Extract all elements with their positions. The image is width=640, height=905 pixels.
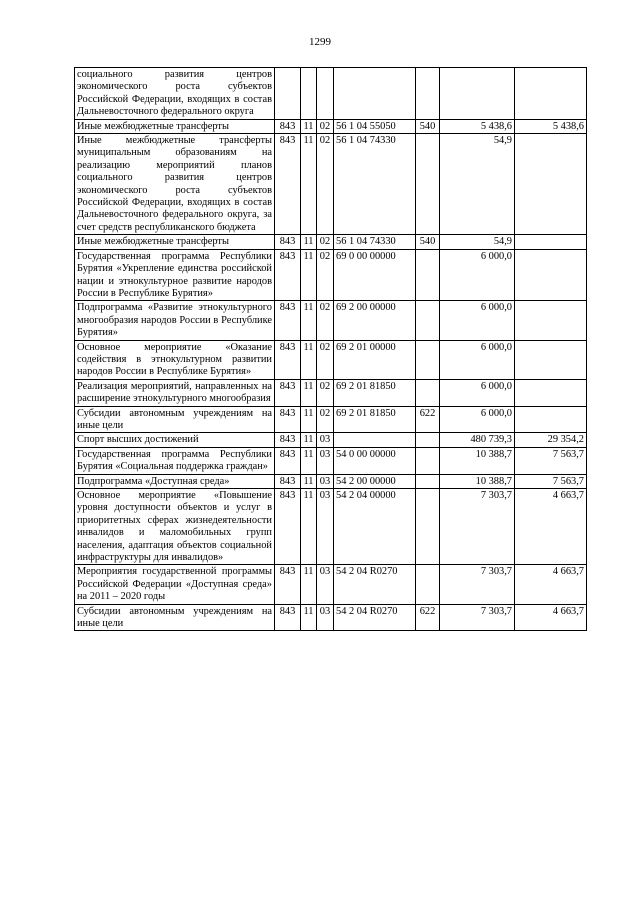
table-row xyxy=(75,68,587,120)
cell-expense-type: 540 xyxy=(416,235,440,249)
cell-name: Основное мероприятие «Повышение уровня доступности объектов и услуг в приоритетных сферах жизнедеятельности инвалидов и маломобильных групп населения, адаптация объектов социальной инфраструктуры для инвалидов» xyxy=(75,489,275,565)
cell-department-code: 843 xyxy=(275,235,301,249)
cell-target-article: 54 2 00 00000 xyxy=(334,474,416,488)
cell-amount-federal xyxy=(515,340,587,379)
cell-section-code: 11 xyxy=(301,134,317,235)
cell-name: Подпрограмма «Доступная среда» xyxy=(75,474,275,488)
cell-subsection-code: 02 xyxy=(317,235,334,249)
cell-target-article: 69 2 01 81850 xyxy=(334,379,416,406)
cell-expense-type xyxy=(416,474,440,488)
cell-section-code: 11 xyxy=(301,301,317,340)
cell-expense-type xyxy=(416,379,440,406)
cell-amount-total: 10 388,7 xyxy=(440,447,515,474)
cell-amount-total: 7 303,7 xyxy=(440,489,515,565)
cell-subsection-code xyxy=(317,68,334,120)
cell-name: Подпрограмма «Развитие этнокультурного многообразия народов России в Республике Бурятия» xyxy=(75,301,275,340)
cell-target-article: 69 0 00 00000 xyxy=(334,249,416,301)
cell-section-code: 11 xyxy=(301,474,317,488)
cell-name: социального развития центров экономического роста субъектов Российской Федерации, входящих в состав Дальневосточного федерального округа xyxy=(75,68,275,120)
cell-section-code: 11 xyxy=(301,406,317,433)
cell-subsection-code: 02 xyxy=(317,119,334,133)
cell-expense-type xyxy=(416,134,440,235)
cell-target-article: 54 2 04 R0270 xyxy=(334,565,416,604)
table-row xyxy=(75,249,587,301)
budget-table xyxy=(74,67,587,631)
table-row xyxy=(75,489,587,565)
cell-subsection-code: 02 xyxy=(317,340,334,379)
cell-section-code: 11 xyxy=(301,340,317,379)
table-row xyxy=(75,604,587,631)
cell-subsection-code: 02 xyxy=(317,379,334,406)
cell-section-code: 11 xyxy=(301,433,317,447)
cell-target-article xyxy=(334,68,416,120)
cell-department-code: 843 xyxy=(275,433,301,447)
cell-amount-federal: 7 563,7 xyxy=(515,474,587,488)
cell-amount-federal xyxy=(515,68,587,120)
cell-amount-total: 480 739,3 xyxy=(440,433,515,447)
table-row xyxy=(75,119,587,133)
cell-expense-type: 540 xyxy=(416,119,440,133)
cell-section-code: 11 xyxy=(301,379,317,406)
table-row xyxy=(75,301,587,340)
cell-section-code: 11 xyxy=(301,565,317,604)
cell-expense-type: 622 xyxy=(416,406,440,433)
cell-amount-federal xyxy=(515,379,587,406)
cell-department-code: 843 xyxy=(275,489,301,565)
cell-amount-total: 6 000,0 xyxy=(440,406,515,433)
cell-department-code xyxy=(275,68,301,120)
cell-subsection-code: 03 xyxy=(317,604,334,631)
cell-department-code: 843 xyxy=(275,119,301,133)
cell-expense-type xyxy=(416,301,440,340)
table-row xyxy=(75,406,587,433)
table-row xyxy=(75,134,587,235)
table-row xyxy=(75,235,587,249)
cell-amount-federal: 4 663,7 xyxy=(515,604,587,631)
cell-department-code: 843 xyxy=(275,474,301,488)
cell-expense-type xyxy=(416,433,440,447)
cell-section-code: 11 xyxy=(301,489,317,565)
cell-amount-total: 6 000,0 xyxy=(440,249,515,301)
cell-name: Мероприятия государственной программы Российской Федерации «Доступная среда» на 2011 – 2020 годы xyxy=(75,565,275,604)
cell-name: Субсидии автономным учреждениям на иные цели xyxy=(75,604,275,631)
cell-name: Спорт высших достижений xyxy=(75,433,275,447)
cell-subsection-code: 02 xyxy=(317,249,334,301)
cell-name: Иные межбюджетные трансферты xyxy=(75,235,275,249)
cell-department-code: 843 xyxy=(275,340,301,379)
cell-subsection-code: 02 xyxy=(317,134,334,235)
cell-amount-total: 54,9 xyxy=(440,235,515,249)
cell-target-article: 56 1 04 74330 xyxy=(334,134,416,235)
cell-department-code: 843 xyxy=(275,249,301,301)
table-row xyxy=(75,340,587,379)
cell-section-code: 11 xyxy=(301,447,317,474)
cell-target-article: 69 2 00 00000 xyxy=(334,301,416,340)
cell-department-code: 843 xyxy=(275,565,301,604)
cell-amount-federal xyxy=(515,406,587,433)
cell-expense-type xyxy=(416,489,440,565)
cell-section-code: 11 xyxy=(301,249,317,301)
cell-amount-federal xyxy=(515,134,587,235)
cell-amount-federal xyxy=(515,301,587,340)
cell-expense-type xyxy=(416,68,440,120)
cell-subsection-code: 03 xyxy=(317,565,334,604)
cell-expense-type: 622 xyxy=(416,604,440,631)
cell-target-article: 54 2 04 00000 xyxy=(334,489,416,565)
cell-amount-total xyxy=(440,68,515,120)
cell-subsection-code: 02 xyxy=(317,301,334,340)
cell-section-code: 11 xyxy=(301,119,317,133)
cell-subsection-code: 03 xyxy=(317,474,334,488)
cell-expense-type xyxy=(416,565,440,604)
page-number: 1299 xyxy=(309,36,331,48)
cell-target-article: 69 2 01 00000 xyxy=(334,340,416,379)
cell-amount-federal xyxy=(515,249,587,301)
cell-amount-federal: 5 438,6 xyxy=(515,119,587,133)
cell-amount-total: 5 438,6 xyxy=(440,119,515,133)
cell-target-article: 56 1 04 74330 xyxy=(334,235,416,249)
cell-subsection-code: 03 xyxy=(317,489,334,565)
cell-expense-type xyxy=(416,249,440,301)
cell-amount-federal: 29 354,2 xyxy=(515,433,587,447)
cell-department-code: 843 xyxy=(275,379,301,406)
cell-target-article: 54 0 00 00000 xyxy=(334,447,416,474)
cell-subsection-code: 03 xyxy=(317,433,334,447)
cell-amount-federal xyxy=(515,235,587,249)
cell-amount-federal: 7 563,7 xyxy=(515,447,587,474)
cell-expense-type xyxy=(416,340,440,379)
cell-section-code xyxy=(301,68,317,120)
cell-name: Иные межбюджетные трансферты муниципальным образованиям на реализацию мероприятий планов социального развития центров экономического роста субъектов Российской Федерации, входящих в состав Дальневосточного федерального округа, за счет средств республиканского бюджета xyxy=(75,134,275,235)
table-row xyxy=(75,474,587,488)
cell-name: Иные межбюджетные трансферты xyxy=(75,119,275,133)
cell-name: Государственная программа Республики Бурятия «Укрепление единства российской нации и этнокультурное развитие народов России в Республике Бурятия» xyxy=(75,249,275,301)
cell-target-article: 54 2 04 R0270 xyxy=(334,604,416,631)
cell-name: Реализация мероприятий, направленных на расширение этнокультурного многообразия xyxy=(75,379,275,406)
cell-subsection-code: 02 xyxy=(317,406,334,433)
cell-department-code: 843 xyxy=(275,134,301,235)
table-row xyxy=(75,433,587,447)
cell-amount-total: 6 000,0 xyxy=(440,340,515,379)
table-row xyxy=(75,379,587,406)
table-row xyxy=(75,447,587,474)
cell-department-code: 843 xyxy=(275,406,301,433)
cell-amount-total: 54,9 xyxy=(440,134,515,235)
cell-amount-total: 7 303,7 xyxy=(440,604,515,631)
cell-section-code: 11 xyxy=(301,604,317,631)
cell-target-article: 69 2 01 81850 xyxy=(334,406,416,433)
cell-target-article xyxy=(334,433,416,447)
table-row xyxy=(75,565,587,604)
cell-amount-federal: 4 663,7 xyxy=(515,489,587,565)
cell-amount-total: 6 000,0 xyxy=(440,379,515,406)
cell-department-code: 843 xyxy=(275,447,301,474)
cell-subsection-code: 03 xyxy=(317,447,334,474)
cell-amount-total: 10 388,7 xyxy=(440,474,515,488)
cell-name: Основное мероприятие «Оказание содействия в этнокультурном развитии народов России в Республике Бурятия» xyxy=(75,340,275,379)
cell-name: Субсидии автономным учреждениям на иные цели xyxy=(75,406,275,433)
cell-name: Государственная программа Республики Бурятия «Социальная поддержка граждан» xyxy=(75,447,275,474)
cell-amount-total: 7 303,7 xyxy=(440,565,515,604)
cell-expense-type xyxy=(416,447,440,474)
cell-target-article: 56 1 04 55050 xyxy=(334,119,416,133)
cell-department-code: 843 xyxy=(275,301,301,340)
cell-amount-federal: 4 663,7 xyxy=(515,565,587,604)
cell-department-code: 843 xyxy=(275,604,301,631)
cell-amount-total: 6 000,0 xyxy=(440,301,515,340)
cell-section-code: 11 xyxy=(301,235,317,249)
